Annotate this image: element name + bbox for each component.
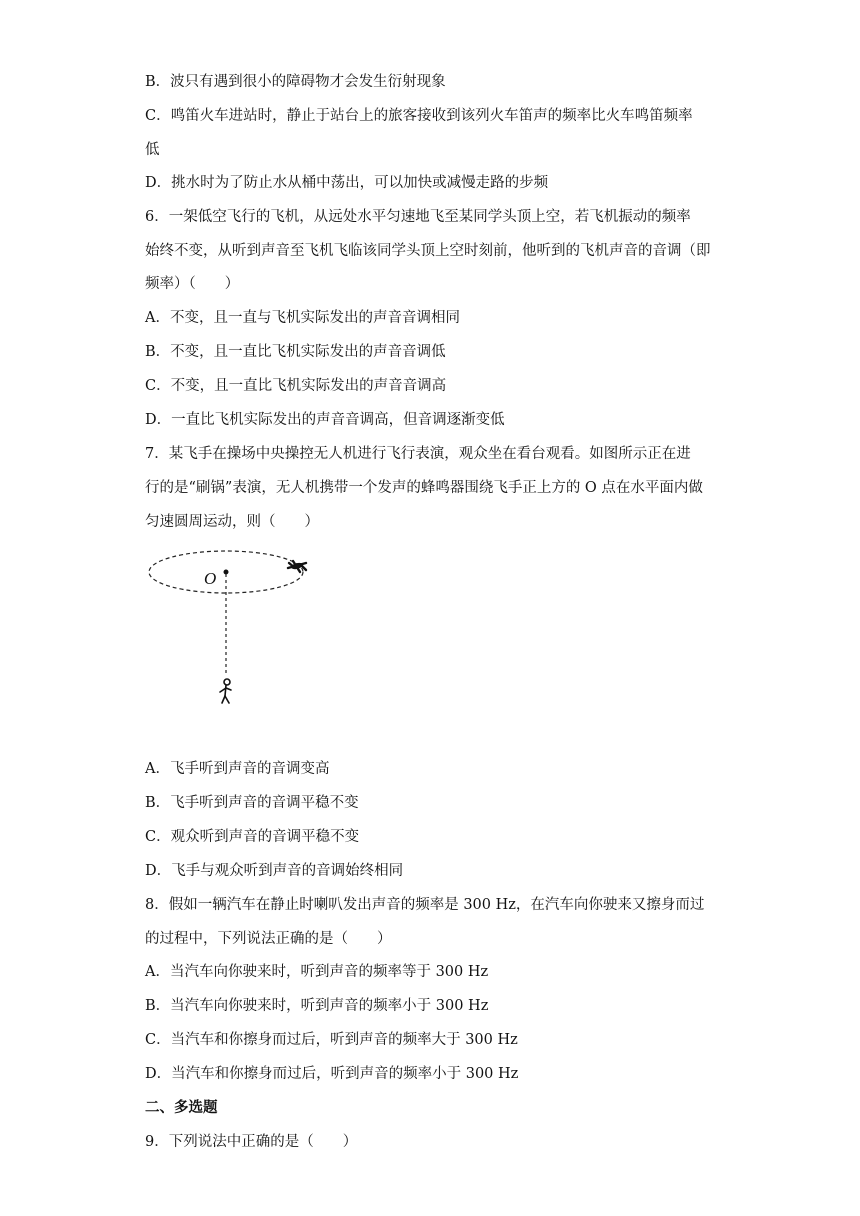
pilot-figure-icon <box>220 679 231 703</box>
q6-option-c: C．不变，且一直比飞机实际发出的声音音调高 <box>145 378 447 394</box>
q8-option-a: A．当汽车向你驶来时，听到声音的频率等于 300 Hz <box>145 964 489 980</box>
q7-stem-line3: 匀速圆周运动，则（ ） <box>145 514 319 530</box>
q6-option-a: A．不变，且一直与飞机实际发出的声音音调相同 <box>145 310 460 326</box>
q7-option-a: A．飞手听到声音的音调变高 <box>145 761 330 777</box>
q5-option-b: B．波只有遇到很小的障碍物才会发生衍射现象 <box>145 74 446 90</box>
section-heading-multiple-choice: 二、多选题 <box>145 1099 218 1116</box>
q7-option-d: D．飞手与观众听到声音的音调始终相同 <box>145 863 404 879</box>
q7-stem-line1: 7．某飞手在操场中央操控无人机进行飞行表演，观众坐在看台观看。如图所示正在进 <box>145 446 691 462</box>
q8-option-c: C．当汽车和你擦身而过后，听到声音的频率大于 300 Hz <box>145 1032 518 1048</box>
q8-stem-line1: 8．假如一辆汽车在静止时喇叭发出声音的频率是 300 Hz，在汽车向你驶来又擦身而过 <box>145 897 705 913</box>
q6-option-b: B．不变，且一直比飞机实际发出的声音音调低 <box>145 344 446 360</box>
q6-stem-line1: 6．一架低空飞行的飞机，从远处水平匀速地飞至某同学头顶上空，若飞机振动的频率 <box>145 209 691 225</box>
drone-circle-figure <box>140 548 330 718</box>
q8-stem-line2: 的过程中，下列说法正确的是（ ） <box>145 931 392 947</box>
q9-stem: 9．下列说法中正确的是（ ） <box>145 1134 358 1150</box>
q6-option-d: D．一直比飞机实际发出的声音音调高，但音调逐渐变低 <box>145 412 505 428</box>
q7-option-c: C．观众听到声音的音调平稳不变 <box>145 829 360 845</box>
center-label: O <box>204 569 217 588</box>
q5-option-d: D．挑水时为了防止水从桶中荡出，可以加快或减慢走路的步频 <box>145 175 549 191</box>
q6-stem-line3: 频率）（ ） <box>145 276 240 292</box>
q6-stem-line2: 始终不变，从听到声音至飞机飞临该同学头顶上空时刻前，他听到的飞机声音的音调（即 <box>145 243 711 259</box>
q8-option-d: D．当汽车和你擦身而过后，听到声音的频率小于 300 Hz <box>145 1066 519 1082</box>
q7-stem-line2: 行的是“刷锅”表演，无人机携带一个发声的蜂鸣器围绕飞手正上方的 O 点在水平面内做 <box>145 480 703 496</box>
q5-option-c-line2: 低 <box>145 142 160 158</box>
q7-option-b: B．飞手听到声音的音调平稳不变 <box>145 795 359 811</box>
center-point <box>224 570 229 575</box>
q8-option-b: B．当汽车向你驶来时，听到声音的频率小于 300 Hz <box>145 998 489 1014</box>
q5-option-c-line1: C．鸣笛火车进站时，静止于站台上的旅客接收到该列火车笛声的频率比火车鸣笛频率 <box>145 108 693 124</box>
